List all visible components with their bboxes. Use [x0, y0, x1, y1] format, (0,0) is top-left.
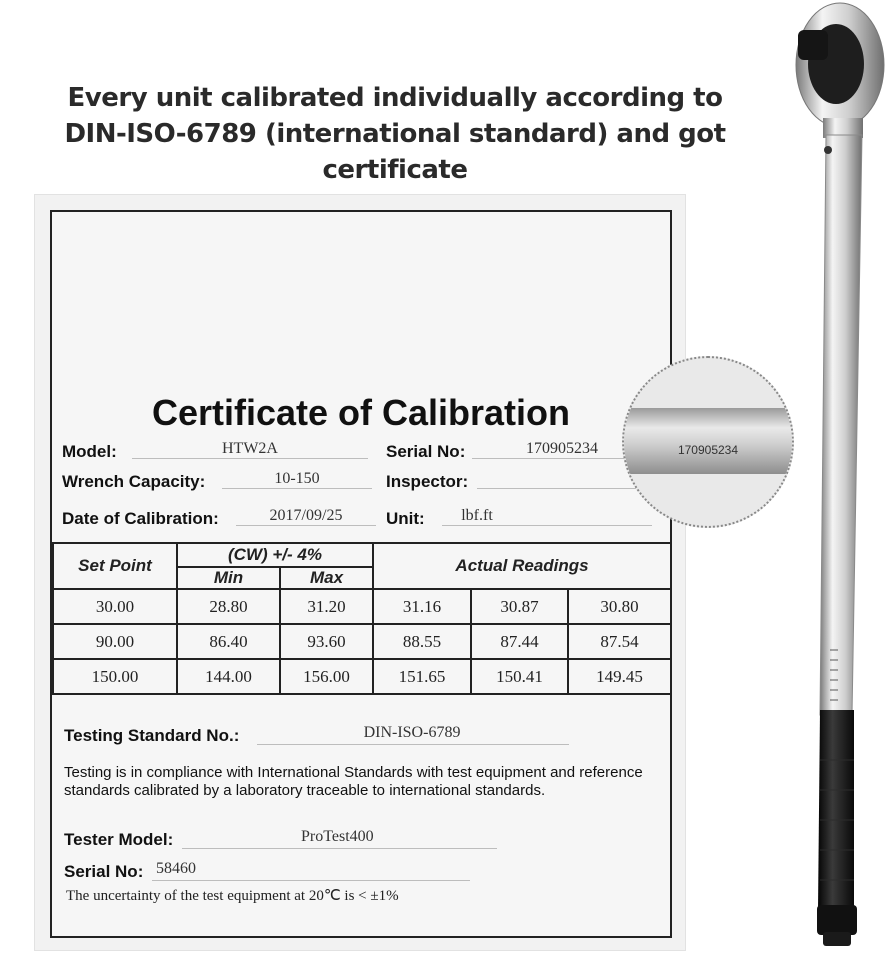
headline-line-2: DIN-ISO-6789 (international standard) and got certificate — [64, 119, 726, 185]
min-cell: 144.00 — [177, 659, 280, 694]
header-min: Min — [177, 567, 280, 589]
uncertainty-note: The uncertainty of the test equipment at 20℃ is < ±1% — [66, 888, 399, 904]
unit-value: lbf.ft — [461, 507, 493, 524]
reading-cell: 149.45 — [568, 659, 671, 694]
end-cap — [817, 905, 857, 935]
headline-line-1: Every unit calibrated individually according to — [67, 83, 723, 113]
reading-cell: 87.44 — [471, 624, 568, 659]
inspector-label: Inspector: — [386, 472, 469, 491]
release-button — [824, 146, 832, 154]
table-row — [53, 589, 671, 624]
tester-model-underline — [182, 848, 497, 849]
capacity-underline — [222, 488, 372, 489]
max-cell: 156.00 — [280, 659, 373, 694]
testing-standard-label: Testing Standard No.: — [64, 726, 240, 745]
tester-serial-label: Serial No: — [64, 862, 144, 881]
tester-serial-underline — [152, 880, 470, 881]
model-underline — [132, 458, 368, 459]
ratchet-head — [796, 3, 884, 138]
engraved-serial: 170905234 — [677, 443, 739, 457]
date-underline — [236, 525, 376, 526]
certificate-of-calibration — [50, 210, 672, 938]
header-max: Max — [280, 567, 373, 589]
header-tolerance: (CW) +/- 4% — [177, 543, 373, 567]
min-cell: 86.40 — [177, 624, 280, 659]
max-cell: 31.20 — [280, 589, 373, 624]
set-point-cell: 90.00 — [53, 624, 177, 659]
model-value: HTW2A — [222, 440, 278, 457]
model-label: Model: — [62, 442, 117, 461]
calibration-table — [52, 542, 672, 695]
max-cell: 93.60 — [280, 624, 373, 659]
testing-standard-underline — [257, 744, 569, 745]
serial-value: 170905234 — [526, 440, 598, 457]
date-value: 2017/09/25 — [269, 507, 343, 524]
date-label: Date of Calibration: — [62, 509, 219, 528]
certificate-title: Certificate of Calibration — [151, 392, 571, 433]
wrench-shaft — [820, 135, 862, 715]
reading-cell: 30.87 — [471, 589, 568, 624]
unit-underline — [442, 525, 652, 526]
min-cell: 28.80 — [177, 589, 280, 624]
lock-knob — [823, 932, 851, 946]
reading-cell: 87.54 — [568, 624, 671, 659]
set-point-cell: 30.00 — [53, 589, 177, 624]
header-actual-readings: Actual Readings — [373, 543, 671, 589]
magnified-handle — [622, 408, 794, 474]
header-set-point: Set Point — [53, 543, 177, 589]
reading-cell: 88.55 — [373, 624, 471, 659]
table-row — [53, 659, 671, 694]
serial-magnifier — [622, 356, 794, 528]
reading-cell: 151.65 — [373, 659, 471, 694]
table-row — [53, 624, 671, 659]
set-point-cell: 150.00 — [53, 659, 177, 694]
torque-wrench-image — [790, 0, 887, 958]
capacity-label: Wrench Capacity: — [62, 472, 206, 491]
capacity-value: 10-150 — [274, 470, 320, 487]
inspector-underline — [477, 488, 658, 489]
serial-label: Serial No: — [386, 442, 466, 461]
reading-cell: 30.80 — [568, 589, 671, 624]
compliance-text: Testing is in compliance with International Standards with test equipment and reference standards calibrated by a laboratory traceable to international standards. — [64, 764, 643, 799]
testing-standard-value: DIN-ISO-6789 — [363, 724, 461, 741]
tester-model-value: ProTest400 — [301, 828, 374, 845]
tester-serial-value: 58460 — [156, 860, 196, 877]
reading-cell: 31.16 — [373, 589, 471, 624]
tester-model-label: Tester Model: — [64, 830, 174, 849]
unit-label: Unit: — [386, 509, 425, 528]
reading-cell: 150.41 — [471, 659, 568, 694]
